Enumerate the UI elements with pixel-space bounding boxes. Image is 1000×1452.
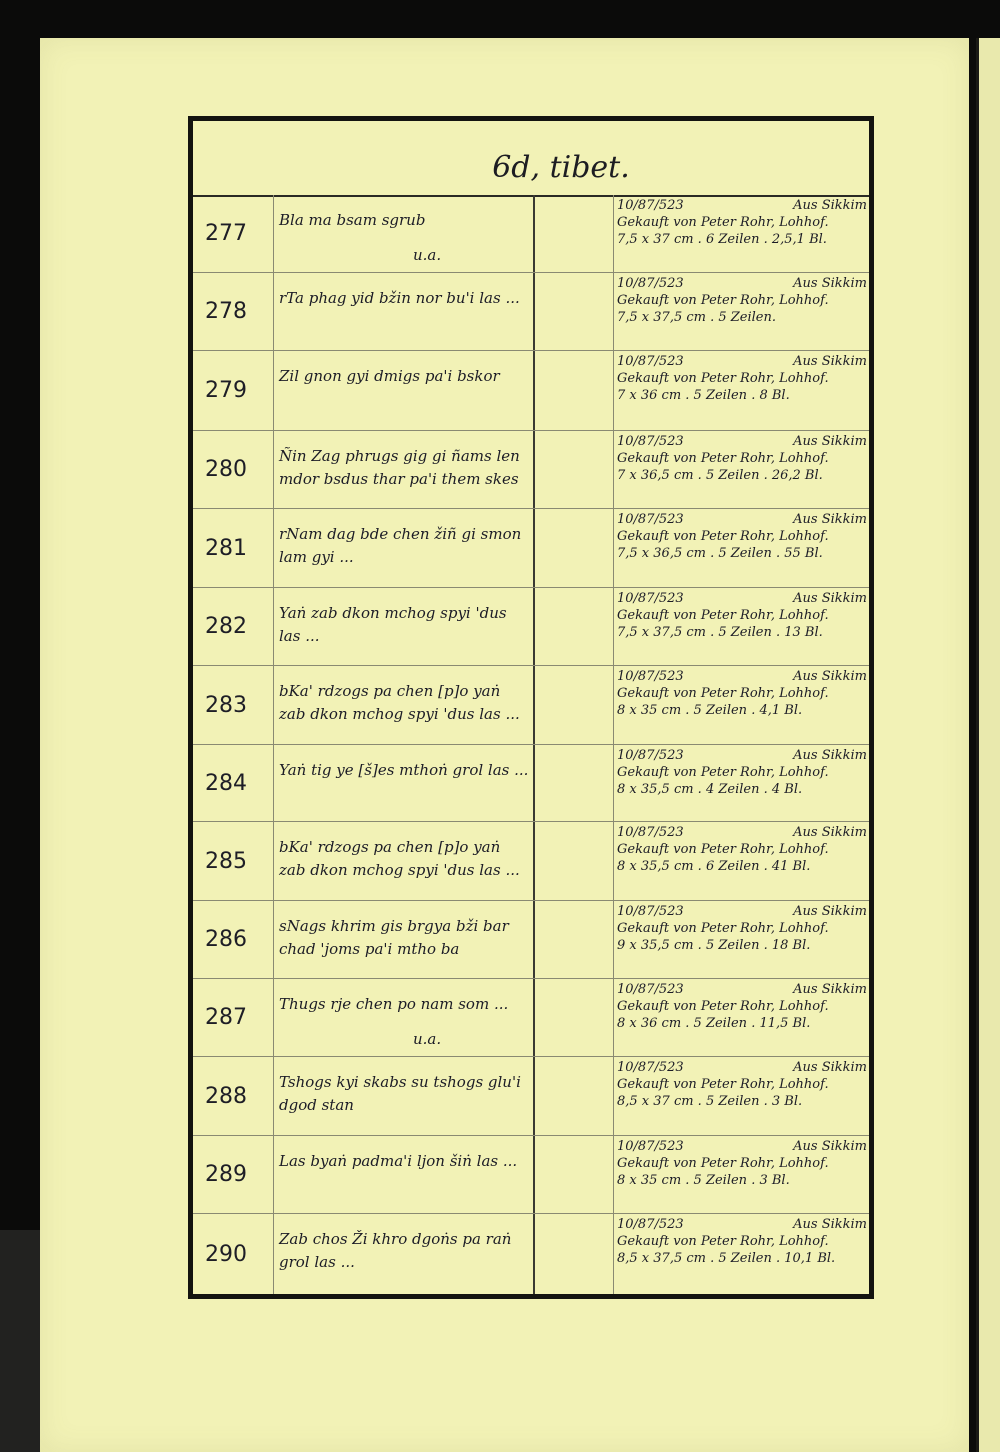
entry-info — [617, 275, 867, 326]
origin: Aus Sikkim — [793, 982, 867, 997]
shelf-mark: 10/87/523 — [617, 434, 684, 449]
entry-number: 277 — [205, 221, 247, 246]
entry-number: 282 — [205, 614, 247, 639]
entry-number: 280 — [205, 457, 247, 482]
table-row — [193, 588, 869, 666]
entry-title: rTa phag yid bžin nor bu'i las ... — [279, 289, 520, 307]
entry-info — [617, 824, 867, 875]
entry-number: 279 — [205, 378, 247, 403]
table-row — [193, 273, 869, 351]
entry-title: bKa' rdzogs pa chen [p]o yaṅ zab dkon mchog spyi 'dus las ... — [279, 682, 520, 723]
table-row — [193, 1214, 869, 1294]
physical-details: 7,5 x 37,5 cm . 5 Zeilen. — [617, 310, 776, 325]
acquisition: Gekauft von Peter Rohr, Lohhof. — [617, 1156, 829, 1171]
physical-details: 9 x 35,5 cm . 5 Zeilen . 18 Bl. — [617, 938, 811, 953]
entry-number: 288 — [205, 1083, 247, 1109]
entry-note: u.a. — [413, 246, 442, 264]
adjacent-page-edge — [976, 38, 1000, 1452]
entry-title: Yaṅ tig ye [š]es mthoṅ grol las ... — [279, 761, 529, 779]
entry-title: Ñin Zag phrugs gig gi ñams len mdor bsdus thar pa'i them skes — [279, 447, 520, 488]
catalog-page — [40, 38, 969, 1452]
physical-details: 7,5 x 37 cm . 6 Zeilen . 2,5,1 Bl. — [617, 232, 827, 247]
shelf-mark: 10/87/523 — [617, 276, 684, 291]
table-row — [193, 666, 869, 745]
origin: Aus Sikkim — [793, 434, 867, 449]
acquisition: Gekauft von Peter Rohr, Lohhof. — [617, 765, 829, 780]
entry-title: Yaṅ zab dkon mchog spyi 'dus las ... — [279, 604, 507, 645]
entry-title: Zab chos Ži khro dgoṅs pa raṅ grol las ... — [279, 1230, 512, 1271]
table-row — [193, 822, 869, 901]
physical-details: 8 x 35,5 cm . 4 Zeilen . 4 Bl. — [617, 782, 803, 797]
table-row — [193, 1136, 869, 1214]
entry-note: u.a. — [413, 1030, 442, 1048]
entry-number: 281 — [205, 535, 247, 561]
origin: Aus Sikkim — [793, 748, 867, 763]
origin: Aus Sikkim — [793, 1217, 867, 1232]
entry-number: 287 — [205, 1005, 247, 1030]
entry-info — [617, 433, 867, 484]
table-row — [193, 1057, 869, 1136]
physical-details: 8 x 35 cm . 5 Zeilen . 4,1 Bl. — [617, 703, 803, 718]
physical-details: 7 x 36,5 cm . 5 Zeilen . 26,2 Bl. — [617, 468, 823, 483]
origin: Aus Sikkim — [793, 591, 867, 606]
origin: Aus Sikkim — [793, 904, 867, 919]
entry-title: Bla ma bsam sgrub — [279, 211, 426, 229]
shelf-mark: 10/87/523 — [617, 591, 684, 606]
page-title: 6d, tibet. — [492, 149, 630, 185]
entry-title: Tshogs kyi skabs su tshogs glu'i dgod stan — [279, 1073, 521, 1114]
physical-details: 8 x 35,5 cm . 6 Zeilen . 41 Bl. — [617, 859, 811, 874]
table-row — [193, 901, 869, 979]
entry-number: 286 — [205, 927, 247, 952]
origin: Aus Sikkim — [793, 354, 867, 369]
entry-info — [617, 511, 867, 562]
entry-title: Zil gnon gyi dmigs pa'i bskor — [279, 367, 500, 385]
origin: Aus Sikkim — [793, 1060, 867, 1075]
shelf-mark: 10/87/523 — [617, 1139, 684, 1154]
table-row — [193, 979, 869, 1057]
table-row — [193, 509, 869, 588]
shelf-mark: 10/87/523 — [617, 669, 684, 684]
origin: Aus Sikkim — [793, 276, 867, 291]
entry-info — [617, 590, 867, 641]
catalog-table — [188, 116, 874, 1299]
entry-info — [617, 1138, 867, 1189]
entry-number: 284 — [205, 770, 247, 796]
origin: Aus Sikkim — [793, 512, 867, 527]
entry-info — [617, 668, 867, 719]
table-row — [193, 745, 869, 822]
acquisition: Gekauft von Peter Rohr, Lohhof. — [617, 293, 829, 308]
shelf-mark: 10/87/523 — [617, 748, 684, 763]
shelf-mark: 10/87/523 — [617, 1060, 684, 1075]
origin: Aus Sikkim — [793, 825, 867, 840]
entry-title: Las byaṅ padma'i ljon šiṅ las ... — [279, 1152, 518, 1170]
origin: Aus Sikkim — [793, 669, 867, 684]
shelf-mark: 10/87/523 — [617, 512, 684, 527]
table-row — [193, 351, 869, 431]
acquisition: Gekauft von Peter Rohr, Lohhof. — [617, 608, 829, 623]
entry-title: Thugs rje chen po nam som ... — [279, 995, 509, 1013]
entry-info — [617, 197, 867, 248]
acquisition: Gekauft von Peter Rohr, Lohhof. — [617, 921, 829, 936]
acquisition: Gekauft von Peter Rohr, Lohhof. — [617, 842, 829, 857]
physical-details: 8 x 36 cm . 5 Zeilen . 11,5 Bl. — [617, 1016, 811, 1031]
entry-number: 285 — [205, 848, 247, 874]
physical-details: 8,5 x 37 cm . 5 Zeilen . 3 Bl. — [617, 1094, 803, 1109]
acquisition: Gekauft von Peter Rohr, Lohhof. — [617, 1234, 829, 1249]
acquisition: Gekauft von Peter Rohr, Lohhof. — [617, 686, 829, 701]
acquisition: Gekauft von Peter Rohr, Lohhof. — [617, 371, 829, 386]
entry-title: sNags khrim gis brgya bži bar chad 'joms pa'i mtho ba — [279, 917, 509, 958]
entry-number: 289 — [205, 1162, 247, 1187]
shelf-mark: 10/87/523 — [617, 982, 684, 997]
acquisition: Gekauft von Peter Rohr, Lohhof. — [617, 1077, 829, 1092]
shelf-mark: 10/87/523 — [617, 354, 684, 369]
physical-details: 8,5 x 37,5 cm . 5 Zeilen . 10,1 Bl. — [617, 1251, 836, 1266]
shelf-mark: 10/87/523 — [617, 198, 684, 213]
acquisition: Gekauft von Peter Rohr, Lohhof. — [617, 529, 829, 544]
entry-title: bKa' rdzogs pa chen [p]o yaṅ zab dkon mchog spyi 'dus las ... — [279, 838, 520, 879]
shelf-mark: 10/87/523 — [617, 904, 684, 919]
entry-title: rNam dag bde chen žiñ gi smon lam gyi ... — [279, 525, 522, 566]
shelf-mark: 10/87/523 — [617, 1217, 684, 1232]
scan-shadow — [0, 1230, 40, 1452]
physical-details: 7,5 x 36,5 cm . 5 Zeilen . 55 Bl. — [617, 546, 823, 561]
origin: Aus Sikkim — [793, 1139, 867, 1154]
physical-details: 8 x 35 cm . 5 Zeilen . 3 Bl. — [617, 1173, 790, 1188]
origin: Aus Sikkim — [793, 198, 867, 213]
physical-details: 7,5 x 37,5 cm . 5 Zeilen . 13 Bl. — [617, 625, 823, 640]
entry-number: 283 — [205, 692, 247, 718]
shelf-mark: 10/87/523 — [617, 825, 684, 840]
entry-info — [617, 747, 867, 798]
entry-number: 278 — [205, 299, 247, 324]
acquisition: Gekauft von Peter Rohr, Lohhof. — [617, 451, 829, 466]
table-row — [193, 195, 869, 273]
table-header — [193, 121, 869, 197]
acquisition: Gekauft von Peter Rohr, Lohhof. — [617, 215, 829, 230]
entry-info — [617, 353, 867, 404]
table-row — [193, 431, 869, 509]
acquisition: Gekauft von Peter Rohr, Lohhof. — [617, 999, 829, 1014]
entry-info — [617, 1216, 867, 1267]
entry-info — [617, 903, 867, 954]
entry-info — [617, 981, 867, 1032]
entry-number: 290 — [205, 1241, 247, 1267]
physical-details: 7 x 36 cm . 5 Zeilen . 8 Bl. — [617, 388, 790, 403]
entry-info — [617, 1059, 867, 1110]
